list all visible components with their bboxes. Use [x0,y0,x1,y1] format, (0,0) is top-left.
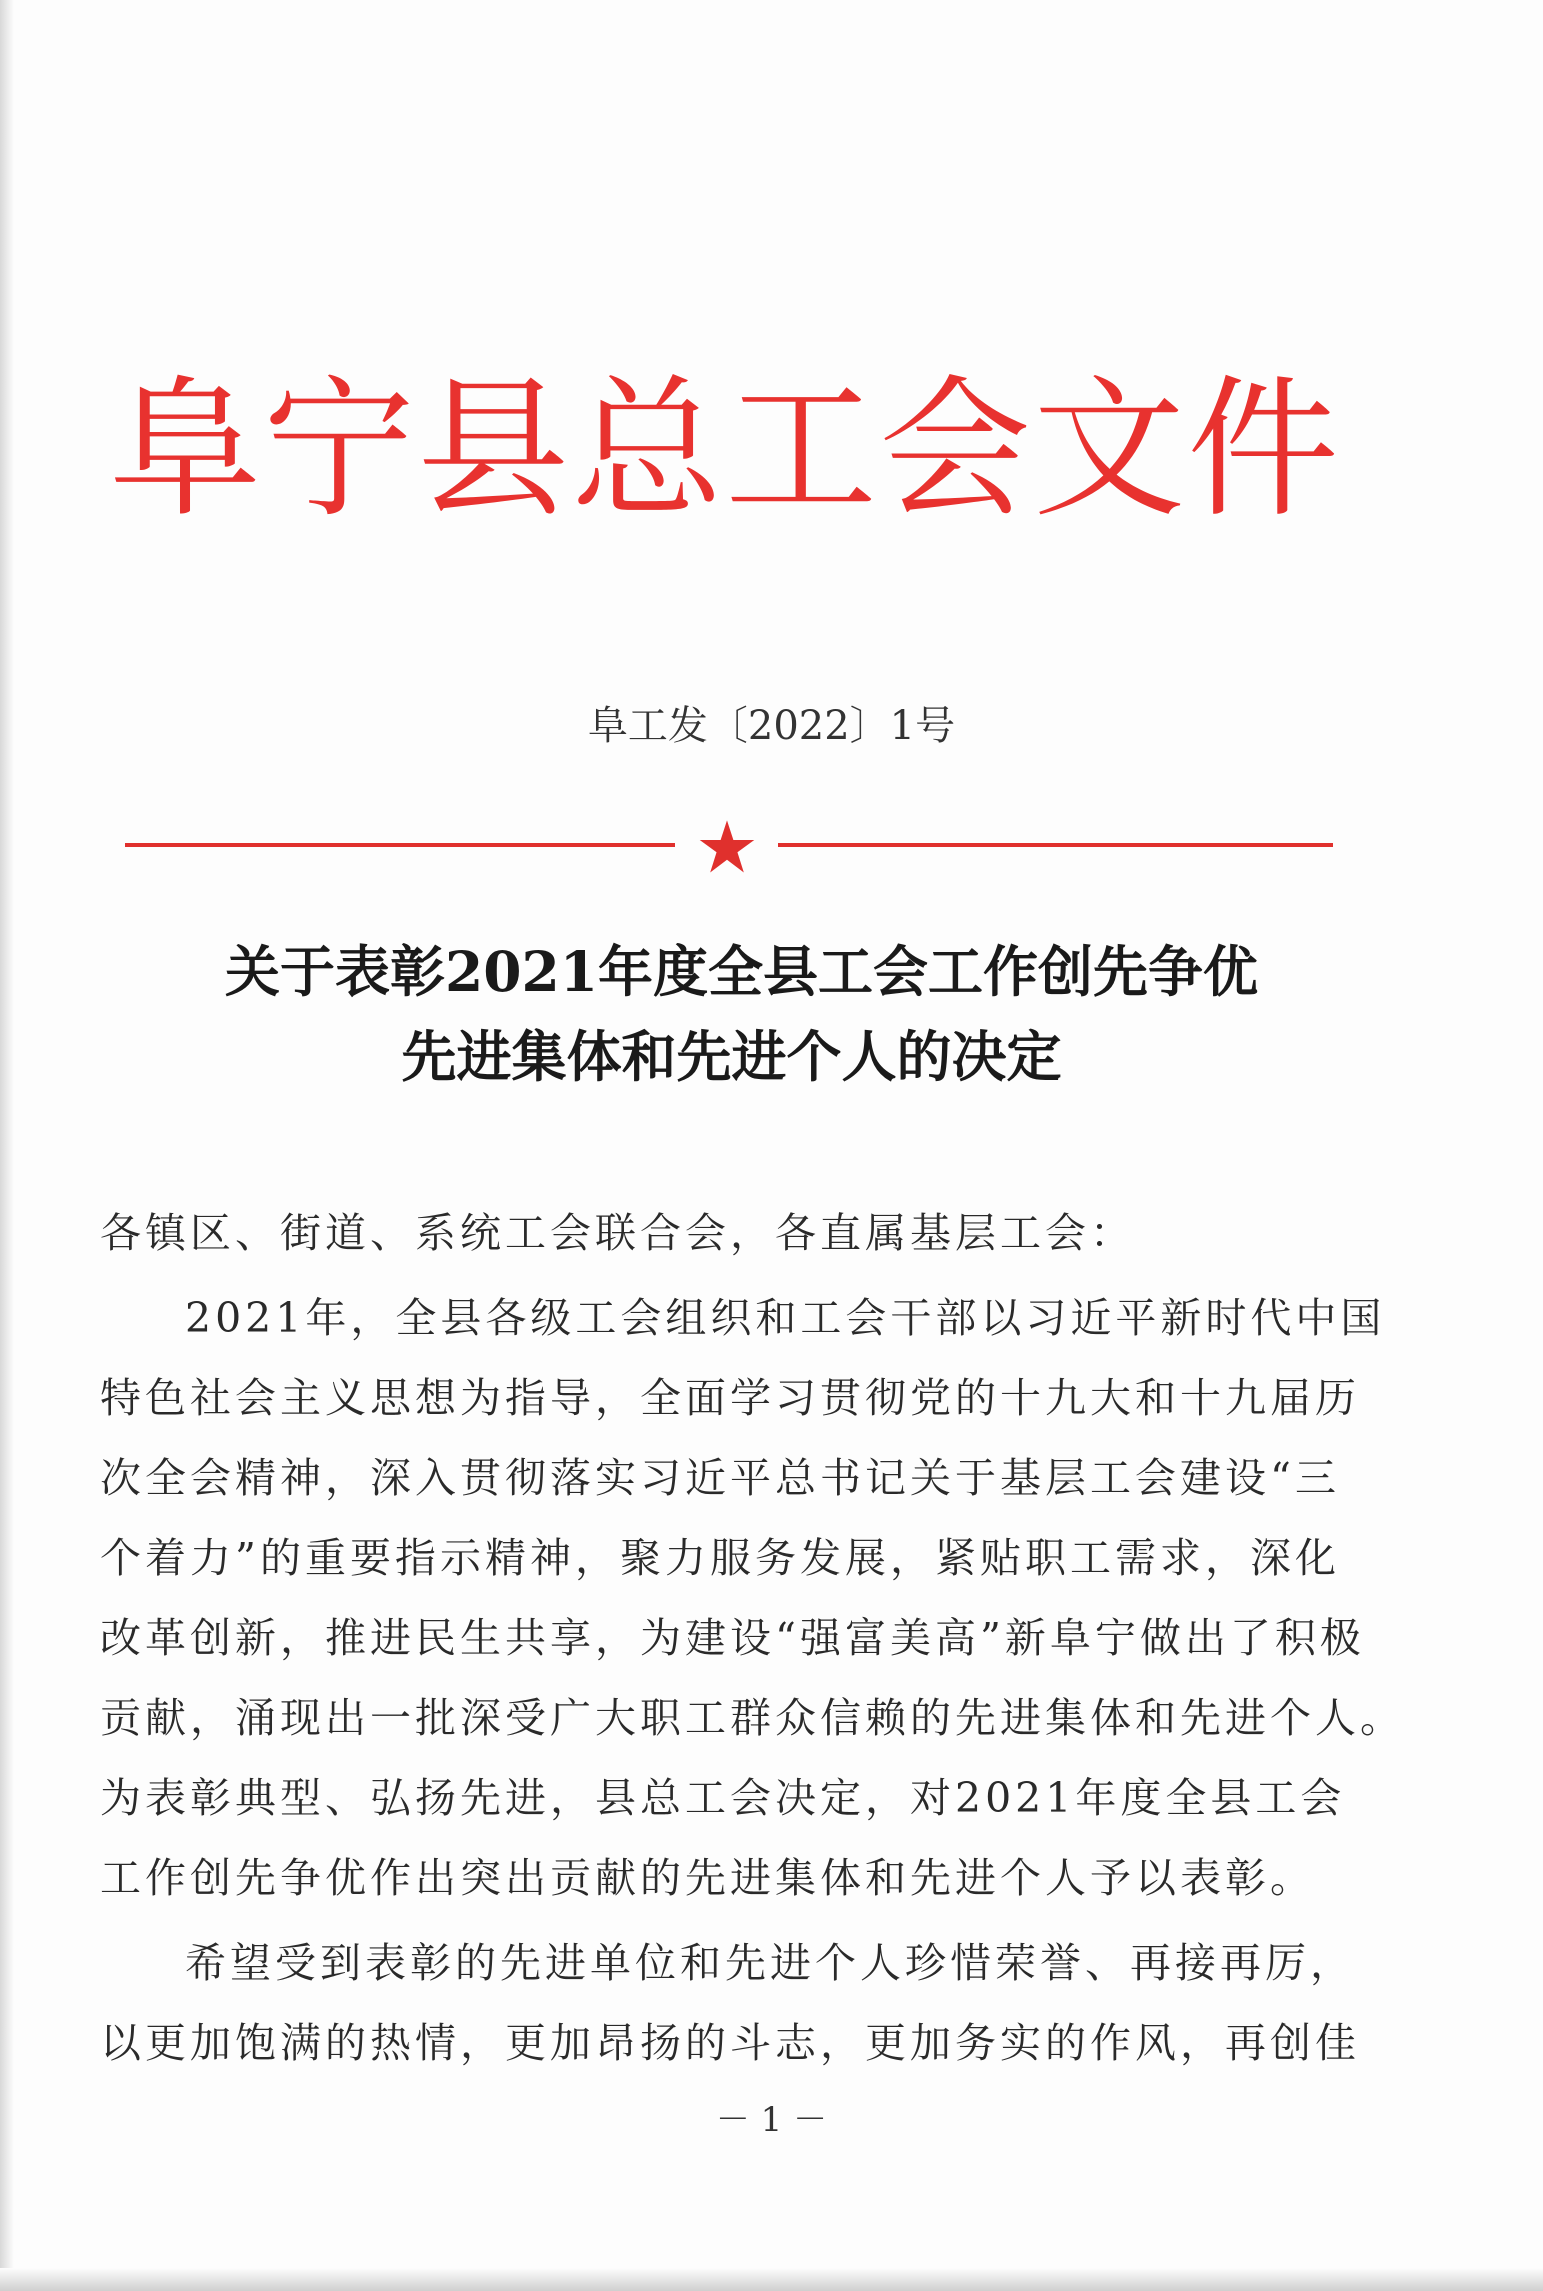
body-line: 为表彰典型、弘扬先进，县总工会决定，对2021年度全县工会 [100,1774,1346,1822]
masthead-title: 阜宁县总工会文件 [109,361,1341,538]
document-title-line-2: 先进集体和先进个人的决定 [401,1024,1062,1089]
body-line: 贡献，涌现出一批深受广大职工群众信赖的先进集体和先进个人。 [100,1694,1405,1742]
scan-left-edge [0,0,14,2291]
red-rule-right [778,843,1333,847]
body-line: 工作创先争优作出突出贡献的先进集体和先进个人予以表彰。 [100,1854,1315,1902]
star-icon [698,818,756,876]
body-line: 以更加饱满的热情，更加昂扬的斗志，更加务实的作风，再创佳 [100,2019,1360,2067]
body-line: 个着力”的重要指示精神，聚力服务发展，紧贴职工需求，深化 [100,1534,1340,1582]
body-line: 改革创新，推进民生共享，为建设“强富美高”新阜宁做出了积极 [100,1614,1365,1662]
document-title-line-1: 关于表彰2021年度全县工会工作创先争优 [224,939,1259,1004]
page-number: － 1 － [715,2100,828,2140]
body-line: 特色社会主义思想为指导，全面学习贯彻党的十九大和十九届历 [100,1374,1360,1422]
document-number: 阜工发〔2022〕1号 [587,703,956,749]
body-line: 次全会精神，深入贯彻落实习近平总书记关于基层工会建设“三 [100,1454,1340,1502]
red-rule-left [125,843,675,847]
body-line: 希望受到表彰的先进单位和先进个人珍惜荣誉、再接再厉， [185,1939,1355,1987]
salutation: 各镇区、街道、系统工会联合会，各直属基层工会： [100,1209,1135,1257]
scan-bottom-edge [0,2268,1543,2291]
body-line: 2021年，全县各级工会组织和工会干部以习近平新时代中国 [185,1294,1386,1342]
